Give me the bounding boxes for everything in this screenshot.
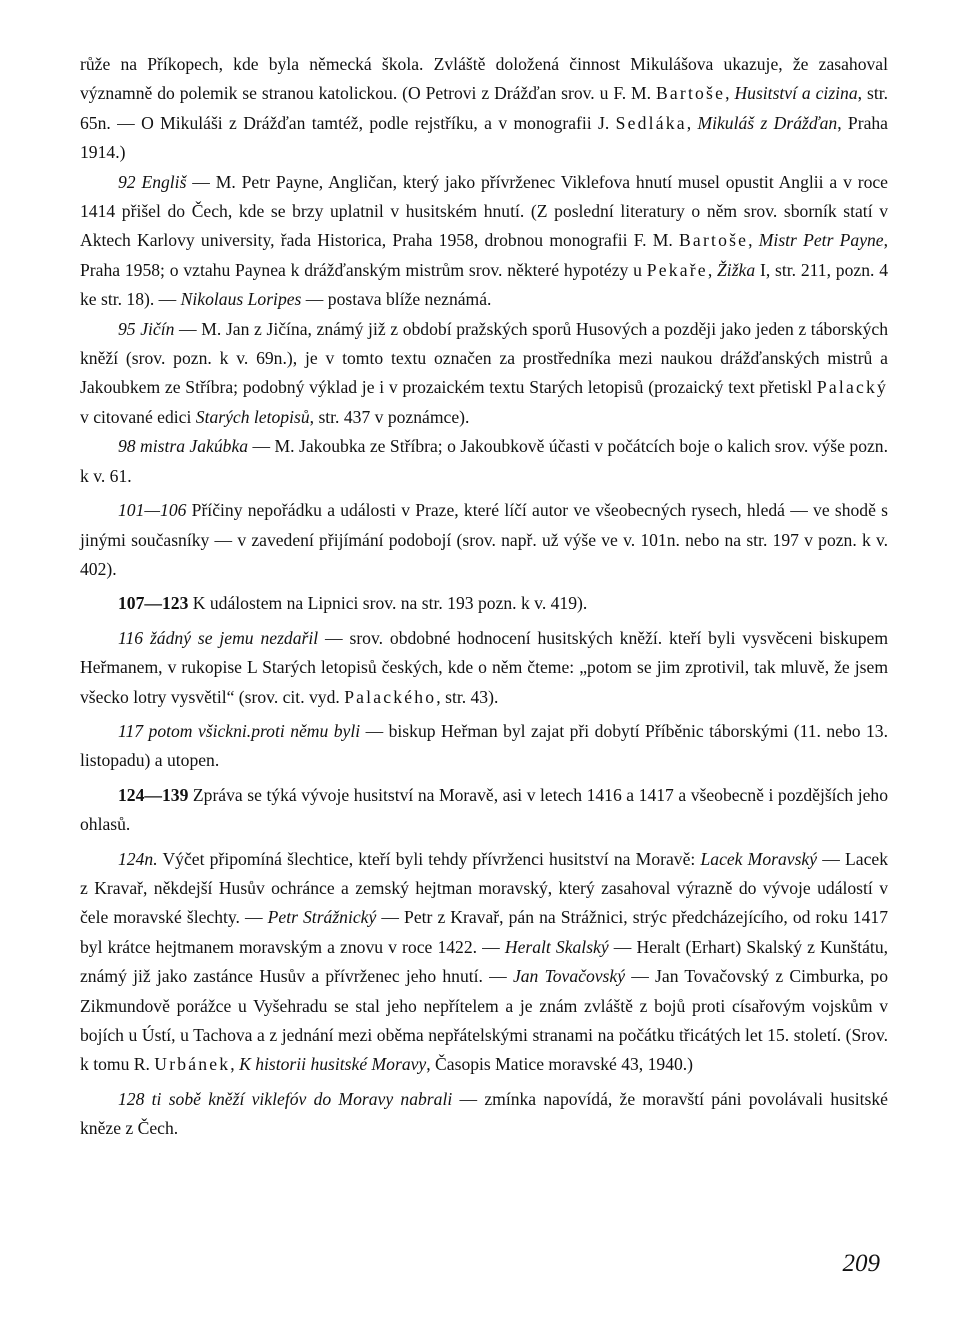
- note-text: Zpráva se týká vývoje husitství na Moravě, asi v letech 1416 a 1417 a všeobecně i pozdějších jeho ohlasů.: [80, 784, 888, 835]
- note-paragraph: [80, 717, 888, 776]
- note-reference: Žižka: [717, 259, 756, 280]
- note-paragraph: [80, 168, 888, 315]
- note-paragraph: [80, 50, 888, 168]
- author-name: Bartoše: [655, 83, 726, 104]
- author-name: Pekaře: [646, 259, 708, 280]
- author-name: Bartoše: [679, 230, 749, 251]
- note-reference: 101—106: [118, 500, 187, 521]
- page-number: 209: [842, 1250, 880, 1277]
- author-name: Sedláka: [615, 112, 687, 133]
- note-text: , Časopis Matice moravské 43, 1940.): [426, 1054, 694, 1075]
- note-paragraph: [80, 315, 888, 433]
- author-name: Palacký: [816, 377, 888, 398]
- note-text: — biskup Heřman byl zajat při dobytí Příběnic táborskými (11. nebo 13. listopadu) a utopen.: [80, 720, 888, 771]
- note-reference: Nikolaus Loripes: [180, 289, 302, 310]
- note-text: K událostem na Lipnici srov. na str. 193 pozn. k v. 419).: [188, 593, 588, 614]
- note-paragraph: [80, 781, 888, 840]
- note-text: růže na Příkopech, kde byla německá škola. Zvláště doložená činnost Mikulášova ukazuje, že zasahoval významně do polemik se stranou katolickou. (O Petrovi z Drážďan srov. u F. M.: [80, 54, 888, 104]
- note-text: — Petr z Kravař, pán na Strážnici, strýc předcházejícího, od roku 1417 byl krátce hejtmanem moravským a znovu v roce 1422. —: [80, 907, 888, 957]
- note-reference: Starých letopisů: [195, 406, 310, 427]
- note-text: — srov. obdobné hodnocení husitských kněží. kteří byli vysvěceni biskupem Heřmanem, v rukopise L Starých letopisů českých, kde o něm čteme: „potom se jim zprotivil, tak mluvě, že jsem všecko lotry vysvětil“ (srov. cit. vyd.: [80, 627, 888, 707]
- note-reference: Heralt Skalský: [504, 936, 609, 957]
- note-text: — Jan Tovačovský z Cimburka, po Zikmundově porážce u Vyšehradu se stal jeho nepřítelem a je znám zvláště z bojů proti císařovým vojskům v bojích u Ústí, u Tachova a z jednání mezi oběma nepřátelskými stranami na počátku třicátých let 15. století. (Srov. k tomu R.: [80, 966, 888, 1075]
- note-reference: 116 žádný se jemu nezdařil: [118, 627, 319, 648]
- note-reference: 98 mistra Jakúbka: [118, 436, 249, 457]
- note-paragraph: [80, 624, 888, 712]
- note-reference: Engliš: [141, 171, 187, 192]
- note-text: , str. 43).: [436, 686, 499, 707]
- note-text: ,: [686, 112, 698, 133]
- note-reference: 107—123: [118, 593, 189, 614]
- note-reference: Mistr Petr Payne: [758, 230, 884, 251]
- note-reference: 95 Jičín: [118, 318, 175, 339]
- note-reference: 128 ti sobě kněží viklefóv do Moravy nabrali: [118, 1088, 453, 1109]
- note-text: — M. Jan z Jičína, známý již z období pražských sporů Husových a později jako jeden z táborských kněží (srov. pozn. k v. 69n.), je v tomto textu označen za prostředníka mezi naukou drážďanských mistrů a Jakoubkem ze Stříbra; podobný výklad je i v prozaickém textu Starých letopisů (prozaický text přetiskl: [80, 318, 889, 398]
- author-name: Palackého: [344, 686, 437, 707]
- document-body: [80, 50, 888, 1144]
- note-reference: Lacek Moravský: [700, 848, 818, 869]
- note-reference: 117 potom všickni.proti němu byli: [118, 720, 361, 741]
- note-text: , Praha 1958; o vztahu Paynea k drážďanským mistrům srov. některé hypotézy u: [80, 230, 889, 280]
- note-text: — M. Petr Payne, Angličan, který jako přívrženec Viklefova hnutí musel opustit Anglii a v roce 1414 přišel do Čech, kde se brzy uplatnil v husitském hnutí. (Z poslední literatury o něm srov. sborník statí v Aktech Karlovy university, řada Historica, Praha 1958, drobnou monografii F. M.: [80, 171, 888, 251]
- note-text: ,: [748, 230, 759, 251]
- note-text: , str. 437 v poznámce).: [309, 406, 470, 427]
- note-reference: Petr Strážnický: [267, 907, 377, 928]
- note-paragraph: [80, 845, 888, 1080]
- note-reference: 92: [118, 171, 142, 192]
- note-text: — Lacek z Kravař, někdejší Husův ochránce a zemský hejtman moravský, který zasahoval výrazně do vývoje událostí v čele moravské šlechty. —: [80, 848, 889, 928]
- note-reference: K historii husitské Moravy: [239, 1054, 427, 1075]
- note-paragraph: [80, 432, 888, 491]
- note-text: Příčiny nepořádku a události v Praze, které líčí autor ve všeobecných rysech, hledá — ve shodě s jinými současníky — v zavedení přijímání podobojí (srov. např. už výše ve v. 101n. nebo na str. 197 v pozn. k v. 402).: [80, 500, 888, 579]
- note-text: I, str. 211, pozn. 4 ke str. 18). —: [80, 259, 888, 310]
- note-text: ,: [707, 259, 718, 280]
- note-text: , str. 65n. — O Mikuláši z Drážďan tamtéž, podle rejstříku, a v monografii J.: [80, 83, 888, 133]
- note-text: — postava blíže neznámá.: [301, 289, 492, 310]
- note-paragraph: [80, 589, 888, 618]
- note-text: ,: [230, 1054, 240, 1075]
- note-paragraph: [80, 496, 888, 584]
- note-reference: Husitství a cizina: [734, 83, 858, 104]
- note-reference: 124—139: [118, 784, 189, 805]
- note-text: v citované edici: [80, 406, 196, 427]
- note-text: — M. Jakoubka ze Stříbra; o Jakoubkově účasti v počátcích boje o kalich srov. výše pozn. k v. 61.: [80, 436, 888, 486]
- note-reference: 124n.: [118, 848, 158, 869]
- note-reference: Mikuláš z Drážďan: [697, 112, 838, 133]
- note-text: — zmínka napovídá, že moravští páni povolávali husitské kněze z Čech.: [80, 1088, 888, 1139]
- note-text: — Heralt (Erhart) Skalský z Kunštátu, známý již jako zastánce Husův a přívrženec jeho hnutí. —: [80, 936, 889, 987]
- note-paragraph: [80, 1085, 888, 1144]
- note-reference: Jan Tovačovský: [512, 966, 626, 987]
- note-text: Výčet připomíná šlechtice, kteří byli tehdy přívrženci husitství na Moravě:: [157, 848, 701, 869]
- note-text: ,: [725, 83, 735, 104]
- note-text: , Praha 1914.): [80, 112, 888, 163]
- author-name: Urbánek: [154, 1054, 231, 1075]
